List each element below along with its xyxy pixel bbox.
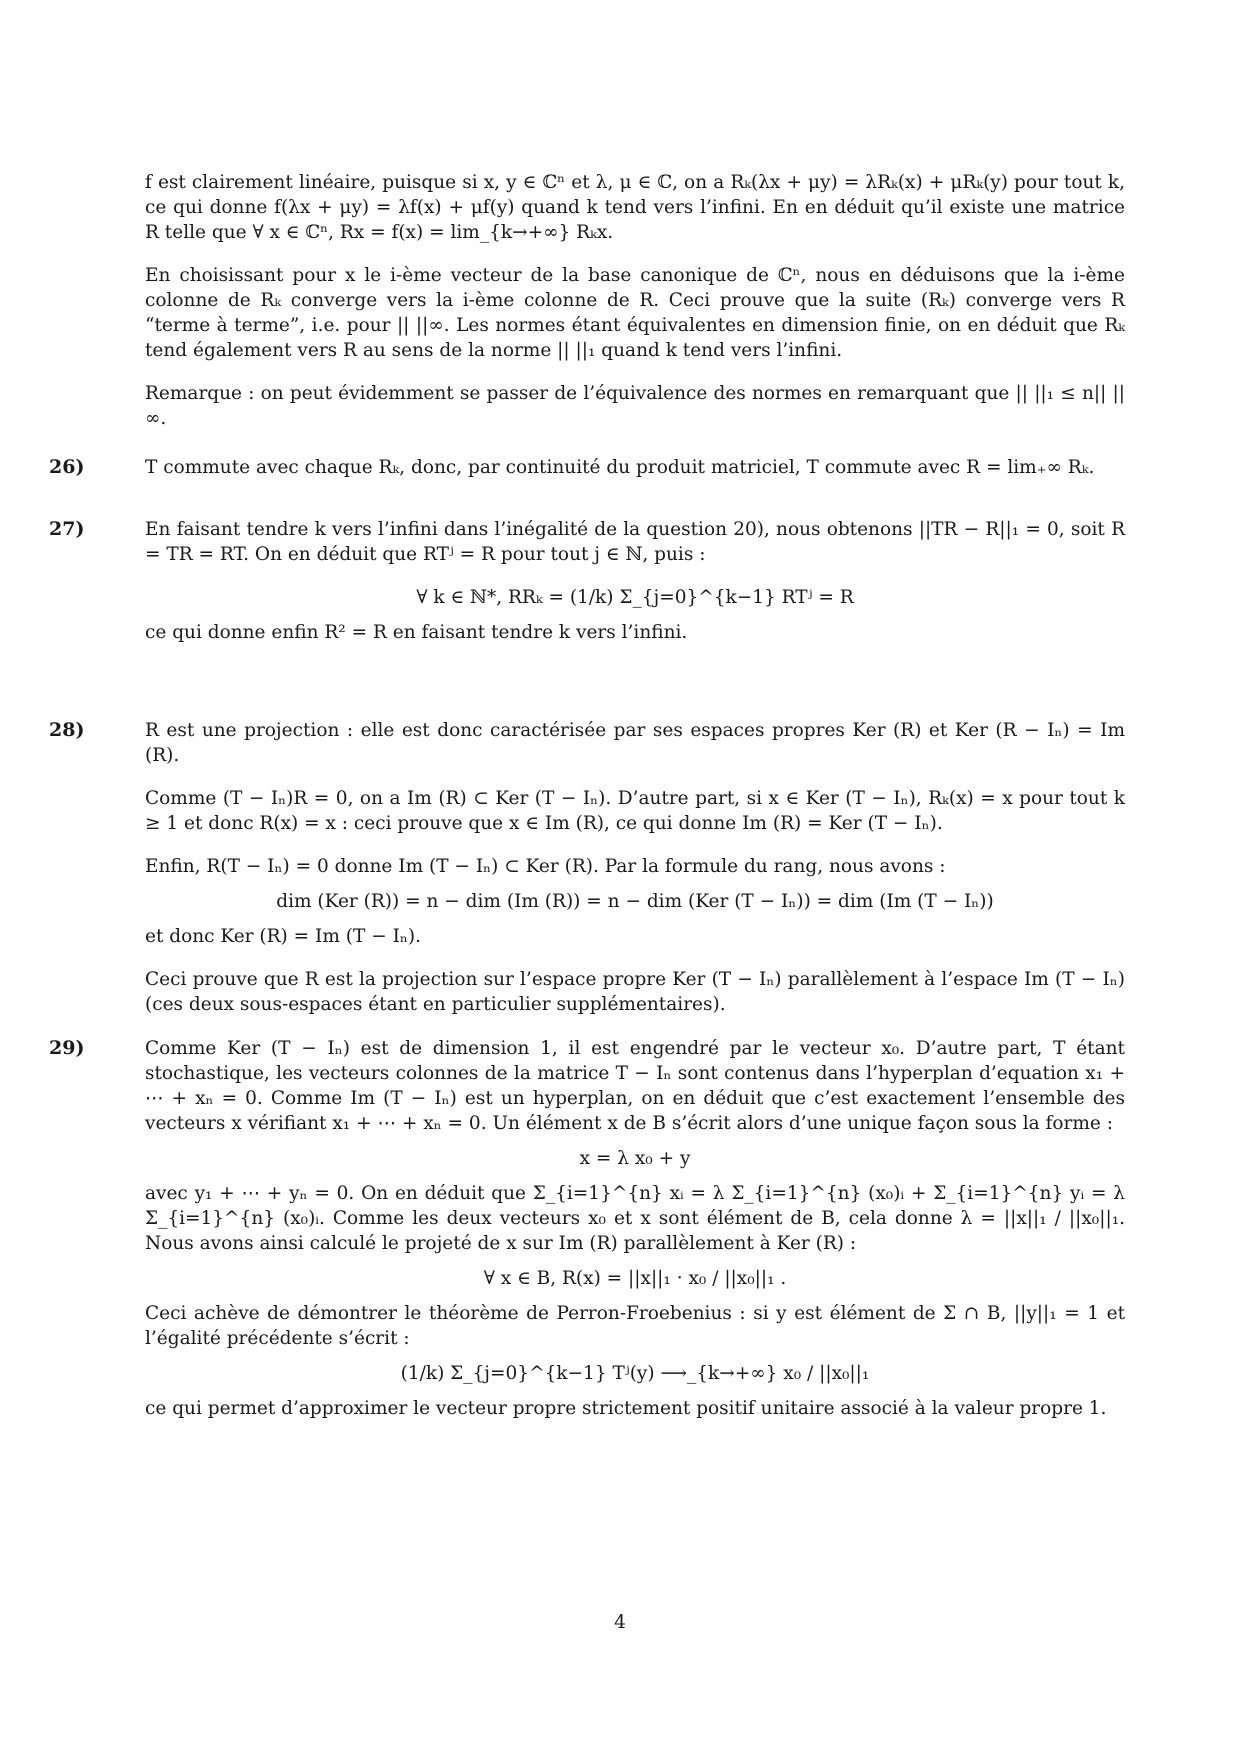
- display-equation: x = λ x₀ + y: [579, 1148, 691, 1169]
- paragraph: avec y₁ + ⋯ + yₙ = 0. On en déduit que Σ_{i=1}^{n} xᵢ = λ Σ_{i=1}^{n} (x₀)ᵢ + Σ_{i=1}^{n} yᵢ = λ Σ_{i=1}^{n} (x₀)ᵢ. Comme les deux vecteurs x₀ et x sont élément de B, cela donne λ = ||x||₁ / ||x₀||₁. Nous avons ainsi calculé le projeté de x sur Im (R) parallèlement à Ker (R) :: [145, 1183, 1125, 1254]
- question-number-28: 28): [49, 719, 85, 741]
- paragraph: R est une projection : elle est donc caractérisée par ses espaces propres Ker (R) et Ker (R − Iₙ) = Im (R).: [145, 720, 1125, 766]
- paragraph: ce qui donne enfin R² = R en faisant tendre k vers l’infini.: [145, 622, 688, 643]
- paragraph: En faisant tendre k vers l’infini dans l’inégalité de la question 20), nous obtenons ||TR − R||₁ = 0, soit R = TR = RT. On en déduit que RTʲ = R pour tout j ∈ ℕ, puis :: [145, 519, 1125, 565]
- display-equation: ∀ k ∈ ℕ*, RRₖ = (1/k) Σ_{j=0}^{k−1} RTʲ = R: [416, 587, 854, 608]
- answer-27: [145, 517, 1125, 663]
- paragraph: et donc Ker (R) = Im (T − Iₙ).: [145, 926, 421, 947]
- question-number-27: 27): [49, 518, 85, 540]
- paragraph: En choisissant pour x le i-ème vecteur de la base canonique de ℂⁿ, nous en déduisons que la i-ème colonne de Rₖ converge vers la i-ème colonne de R. Ceci prouve que la suite (Rₖ) converge vers R “terme à terme”, i.e. pour || ||∞. Les normes étant équivalentes en dimension finie, on en déduit que Rₖ tend également vers R au sens de la norme || ||₁ quand k tend vers l’infini.: [145, 265, 1125, 361]
- paragraph: T commute avec chaque Rₖ, donc, par continuité du produit matriciel, T commute avec R = lim₊∞ Rₖ.: [145, 457, 1095, 478]
- paragraph: Comme (T − Iₙ)R = 0, on a Im (R) ⊂ Ker (T − Iₙ). D’autre part, si x ∈ Ker (T − Iₙ), Rₖ(x) = x pour tout k ≥ 1 et donc R(x) = x : ceci prouve que x ∈ Im (R), ce qui donne Im (R) = Ker (T − Iₙ).: [145, 788, 1125, 834]
- display-equation: ∀ x ∈ B, R(x) = ||x||₁ · x₀ / ||x₀||₁ .: [483, 1268, 787, 1289]
- paragraph: Ceci achève de démontrer le théorème de Perron-Froebenius : si y est élément de Σ ∩ B, ||y||₁ = 1 et l’égalité précédente s’écrit :: [145, 1303, 1125, 1349]
- page-number: 4: [614, 1612, 626, 1633]
- paragraph: Ceci prouve que R est la projection sur l’espace propre Ker (T − Iₙ) parallèlement à l’espace Im (T − Iₙ) (ces deux sous-espaces étant en particulier supplémentaires).: [145, 969, 1125, 1015]
- paragraph: ce qui permet d’approximer le vecteur propre strictement positif unitaire associé à la valeur propre 1.: [145, 1398, 1107, 1419]
- remark-paragraph: Remarque : on peut évidemment se passer de l’équivalence des normes en remarquant que || ||₁ ≤ n|| ||∞.: [145, 383, 1125, 429]
- answer-28: [145, 718, 1125, 1035]
- paragraph: f est clairement linéaire, puisque si x, y ∈ ℂⁿ et λ, μ ∈ ℂ, on a Rₖ(λx + μy) = λRₖ(x) + μRₖ(y) pour tout k, ce qui donne f(λx + μy) = λf(x) + μf(y) quand k tend vers l’infini. En en déduit qu’il existe une matrice R telle que ∀ x ∈ ℂⁿ, Rx = f(x) = lim_{k→+∞} Rₖx.: [145, 172, 1125, 243]
- question-number-29: 29): [49, 1037, 85, 1059]
- question-number-26: 26): [49, 456, 85, 478]
- display-equation: (1/k) Σ_{j=0}^{k−1} Tʲ(y) ⟶_{k→+∞} x₀ / ||x₀||₁: [400, 1363, 870, 1384]
- answer-29: [145, 1036, 1125, 1439]
- answer-26: [145, 455, 1125, 498]
- intro-section: [145, 170, 1125, 449]
- display-equation: dim (Ker (R)) = n − dim (Im (R)) = n − dim (Ker (T − Iₙ)) = dim (Im (T − Iₙ)): [276, 891, 994, 912]
- paragraph: Enfin, R(T − Iₙ) = 0 donne Im (T − Iₙ) ⊂ Ker (R). Par la formule du rang, nous avons :: [145, 856, 946, 877]
- paragraph: Comme Ker (T − Iₙ) est de dimension 1, il est engendré par le vecteur x₀. D’autre part, T étant stochastique, les vecteurs colonnes de la matrice T − Iₙ sont contenus dans l’hyperplan d’equation x₁ + ⋯ + xₙ = 0. Comme Im (T − Iₙ) est un hyperplan, on en déduit que c’est exactement l’ensemble des vecteurs x vérifiant x₁ + ⋯ + xₙ = 0. Un élément x de B s’écrit alors d’une unique façon sous la forme :: [145, 1038, 1125, 1134]
